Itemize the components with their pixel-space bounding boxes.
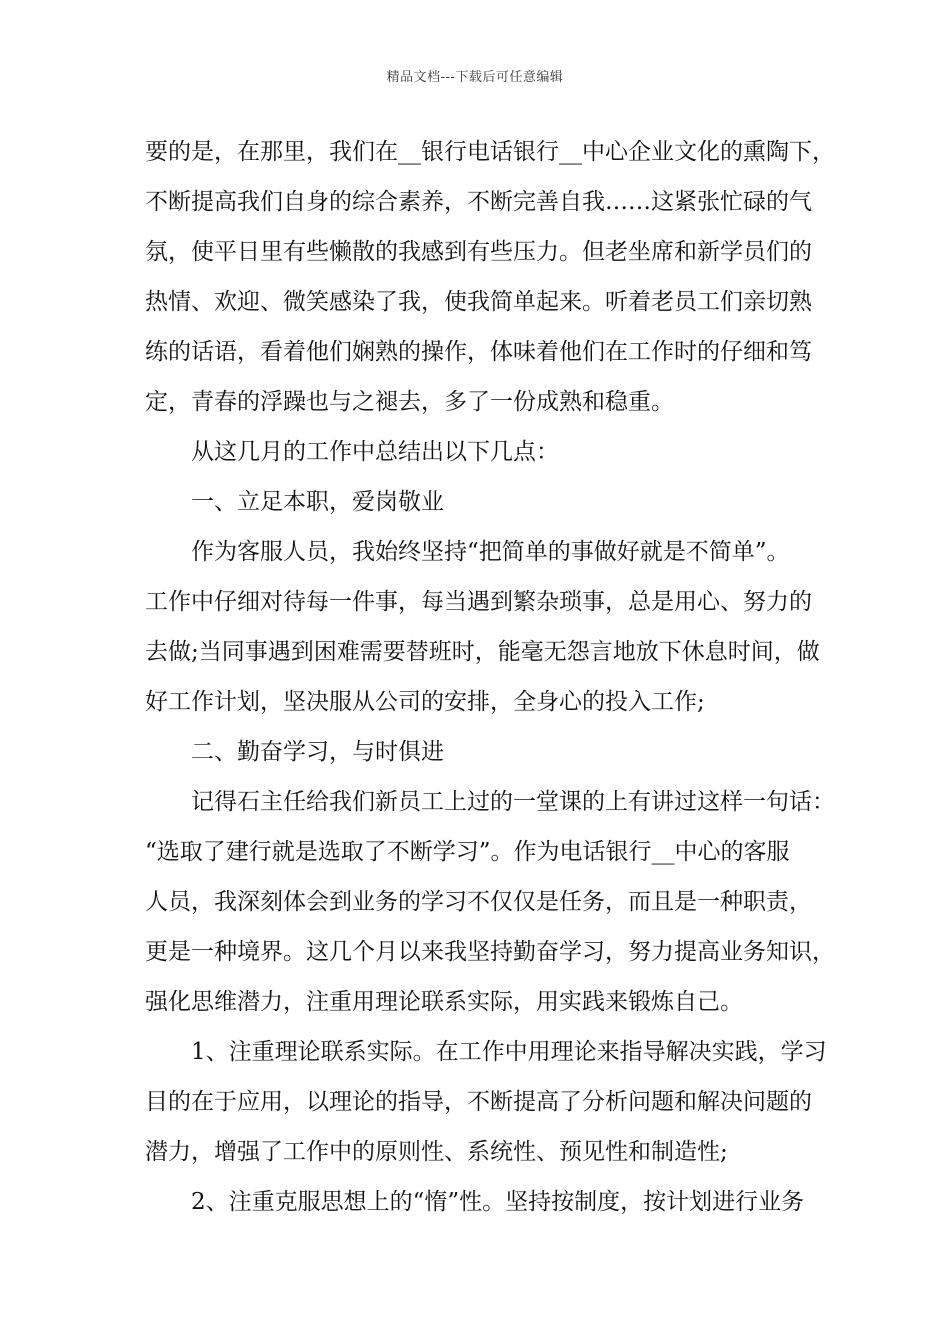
paragraph-line: 作为客服人员，我始终坚持“把简单的事做好就是不简单”。 [191,539,790,565]
paragraph-line: 人员，我深刻体会到业务的学习不仅仅是任务，而且是一种职责， [145,889,812,915]
paragraph-line: “选取了建行就是选取了不断学习”。作为电话银行__中心的客服 [145,839,790,865]
paragraph-line: 好工作计划，坚决服从公司的安排，全身心的投入工作; [145,689,705,715]
paragraph-line: 氛，使平日里有些懒散的我感到有些压力。但老坐席和新学员们的 [145,239,812,265]
paragraph-line: 目的在于应用，以理论的指导，不断提高了分析问题和解决问题的 [145,1089,812,1115]
paragraph-line: 更是一种境界。这几个月以来我坚持勤奋学习，努力提高业务知识， [145,939,835,965]
list-item-line: 2、注重克服思想上的“惰”性。坚持按制度，按计划进行业务 [191,1189,805,1215]
list-item-line: 1、注重理论联系实际。在工作中用理论来指导解决实践，学习 [191,1039,827,1065]
paragraph-line: 热情、欢迎、微笑感染了我，使我简单起来。听着老员工们亲切熟 [145,289,812,315]
paragraph-line: 从这几月的工作中总结出以下几点： [191,439,559,465]
paragraph-line: 要的是，在那里，我们在__银行电话银行__中心企业文化的熏陶下， [145,139,835,165]
section-heading: 一、立足本职，爱岗敬业 [191,489,444,515]
paragraph-line: 不断提高我们自身的综合素养，不断完善自我……这紧张忙碌的气 [145,189,812,215]
paragraph-line: 强化思维潜力，注重用理论联系实际，用实践来锻炼自己。 [145,989,743,1015]
paragraph-line: 记得石主任给我们新员工上过的一堂课的上有讲过这样一句话： [191,789,835,815]
paragraph-line: 定，青春的浮躁也与之褪去，多了一份成熟和稳重。 [145,389,674,415]
paragraph-line: 练的话语，看着他们娴熟的操作，体味着他们在工作时的仔细和笃 [145,339,812,365]
section-heading: 二、勤奋学习，与时俱进 [191,739,444,765]
page-header: 精品文档---下载后可任意编辑 [386,70,564,85]
document-body [145,127,835,1227]
paragraph-line: 去做;当同事遇到困难需要替班时，能毫无怨言地放下休息时间，做 [145,639,820,665]
paragraph-line: 潜力，增强了工作中的原则性、系统性、预见性和制造性; [145,1139,728,1165]
paragraph-line: 工作中仔细对待每一件事，每当遇到繁杂琐事，总是用心、努力的 [145,589,812,615]
